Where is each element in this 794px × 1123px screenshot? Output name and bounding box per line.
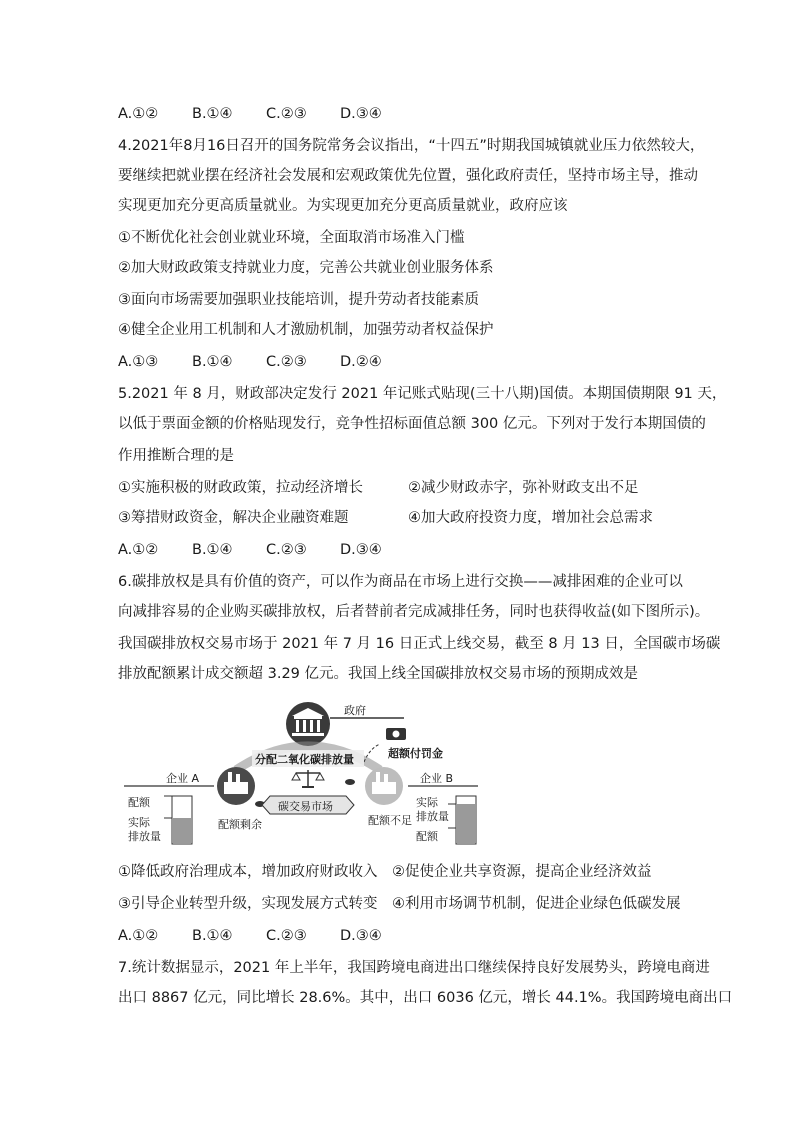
quota-shortage-label: 配额不足 — [368, 814, 412, 827]
company-b-quota-label: 配额 — [416, 830, 438, 843]
company-b-quota-chart — [448, 796, 476, 844]
q6-option-d: D.③④ — [340, 928, 382, 944]
q6-option-c: C.②③ — [266, 928, 307, 944]
q4-stem-line-3: 实现更加充分更高质量就业。为实现更加充分更高质量就业，政府应该 — [118, 198, 568, 214]
q4-option-a: A.①③ — [118, 354, 159, 370]
quota-surplus-label: 配额剩余 — [218, 818, 262, 831]
q5-option-b: B.①④ — [192, 542, 233, 558]
q4-item-2: ②加大财政政策支持就业力度，完善公共就业创业服务体系 — [118, 260, 494, 276]
q6-stem-line-1: 6.碳排放权是具有价值的资产，可以作为商品在市场上进行交换——减排困难的企业可以 — [118, 574, 683, 590]
q4-item-1: ①不断优化社会创业就业环境，全面取消市场准入门槛 — [118, 230, 465, 246]
money-icon — [386, 728, 406, 740]
q3-option-c: C.②③ — [266, 106, 307, 122]
company-b-label: 企业 B — [420, 772, 454, 785]
q3-options — [118, 104, 382, 124]
q6-item-1: ①降低政府治理成本，增加政府财政收入 — [118, 864, 378, 880]
carbon-trading-diagram — [118, 700, 498, 850]
q5-stem-line-3: 作用推断合理的是 — [118, 448, 234, 464]
q4-option-d: D.②④ — [340, 354, 382, 370]
q5-item-4: ④加大政府投资力度，增加社会总需求 — [408, 510, 653, 526]
q4-options — [118, 352, 382, 372]
company-a-actual-label-2: 排放量 — [128, 830, 161, 843]
q5-stem-line-2: 以低于票面金额的价格贴现发行，竞争性招标面值总额 300 亿元。下列对于发行本期国债的 — [118, 416, 706, 432]
company-a-actual-label-1: 实际 — [128, 816, 150, 829]
q4-item-4: ④健全企业用工机制和人才激励机制，加强劳动者权益保护 — [118, 322, 494, 338]
q6-stem-line-3: 我国碳排放权交易市场于 2021 年 7 月 16 日正式上线交易，截至 8 月 13 日，全国碳市场碳 — [118, 636, 721, 652]
q4-stem-line-1: 4.2021年8月16日召开的国务院常务会议指出，“十四五”时期我国城镇就业压力依然较大， — [118, 138, 705, 154]
q3-option-d: D.③④ — [340, 106, 382, 122]
fine-label: 超额付罚金 — [388, 747, 443, 760]
q6-option-a: A.①② — [118, 928, 159, 944]
q5-item-2: ②减少财政赤字，弥补财政支出不足 — [408, 480, 639, 496]
company-b-actual-label-1: 实际 — [416, 796, 438, 809]
company-a-quota-chart — [164, 796, 192, 844]
q6-item-4: ④利用市场调节机制，促进企业绿色低碳发展 — [392, 896, 681, 912]
q5-option-d: D.③④ — [340, 542, 382, 558]
government-building-icon — [286, 702, 330, 746]
q5-item-1: ①实施积极的财政政策，拉动经济增长 — [118, 480, 363, 496]
q5-option-c: C.②③ — [266, 542, 307, 558]
q5-options — [118, 540, 382, 560]
government-label: 政府 — [344, 704, 366, 717]
q5-item-3: ③筹措财政资金，解决企业融资难题 — [118, 510, 349, 526]
q4-option-b: B.①④ — [192, 354, 233, 370]
q6-option-b: B.①④ — [192, 928, 233, 944]
factory-a-icon — [217, 767, 255, 805]
q6-options — [118, 926, 382, 946]
q3-option-a: A.①② — [118, 106, 159, 122]
q6-item-3: ③引导企业转型升级，实现发展方式转变 — [118, 896, 378, 912]
q4-item-3: ③面向市场需要加强职业技能培训，提升劳动者技能素质 — [118, 292, 479, 308]
q7-stem-line-2: 出口 8867 亿元，同比增长 28.6%。其中，出口 6036 亿元，增长 44.1%。我国跨境电商出口 — [118, 990, 733, 1006]
q6-stem-line-2: 向减排容易的企业购买碳排放权，后者替前者完成减排任务，同时也获得收益(如下图所示)。 — [118, 604, 710, 620]
q5-stem-line-1: 5.2021 年 8 月，财政部决定发行 2021 年记账式贴现(三十八期)国债。本期国债期限 91 天， — [118, 386, 727, 402]
company-a-label: 企业 A — [166, 772, 200, 785]
company-b-actual-label-2: 排放量 — [416, 810, 449, 823]
q7-stem-line-1: 7.统计数据显示，2021 年上半年，我国跨境电商进出口继续保持良好发展势头，跨境电商进 — [118, 960, 710, 976]
allocation-label: 分配二氧化碳排放量 — [255, 753, 354, 766]
q5-option-a: A.①② — [118, 542, 159, 558]
q6-stem-line-4: 排放配额累计成交额超 3.29 亿元。我国上线全国碳排放权交易市场的预期成效是 — [118, 666, 639, 682]
balance-scale-icon — [292, 770, 324, 788]
q4-stem-line-2: 要继续把就业摆在经济社会发展和宏观政策优先位置，强化政府责任，坚持市场主导，推动 — [118, 168, 698, 184]
carbon-market-label: 碳交易市场 — [278, 800, 333, 813]
q6-item-2: ②促使企业共享资源，提高企业经济效益 — [392, 864, 652, 880]
company-a-quota-label: 配额 — [128, 796, 150, 809]
factory-b-icon — [365, 767, 403, 805]
q3-option-b: B.①④ — [192, 106, 233, 122]
q4-option-c: C.②③ — [266, 354, 307, 370]
